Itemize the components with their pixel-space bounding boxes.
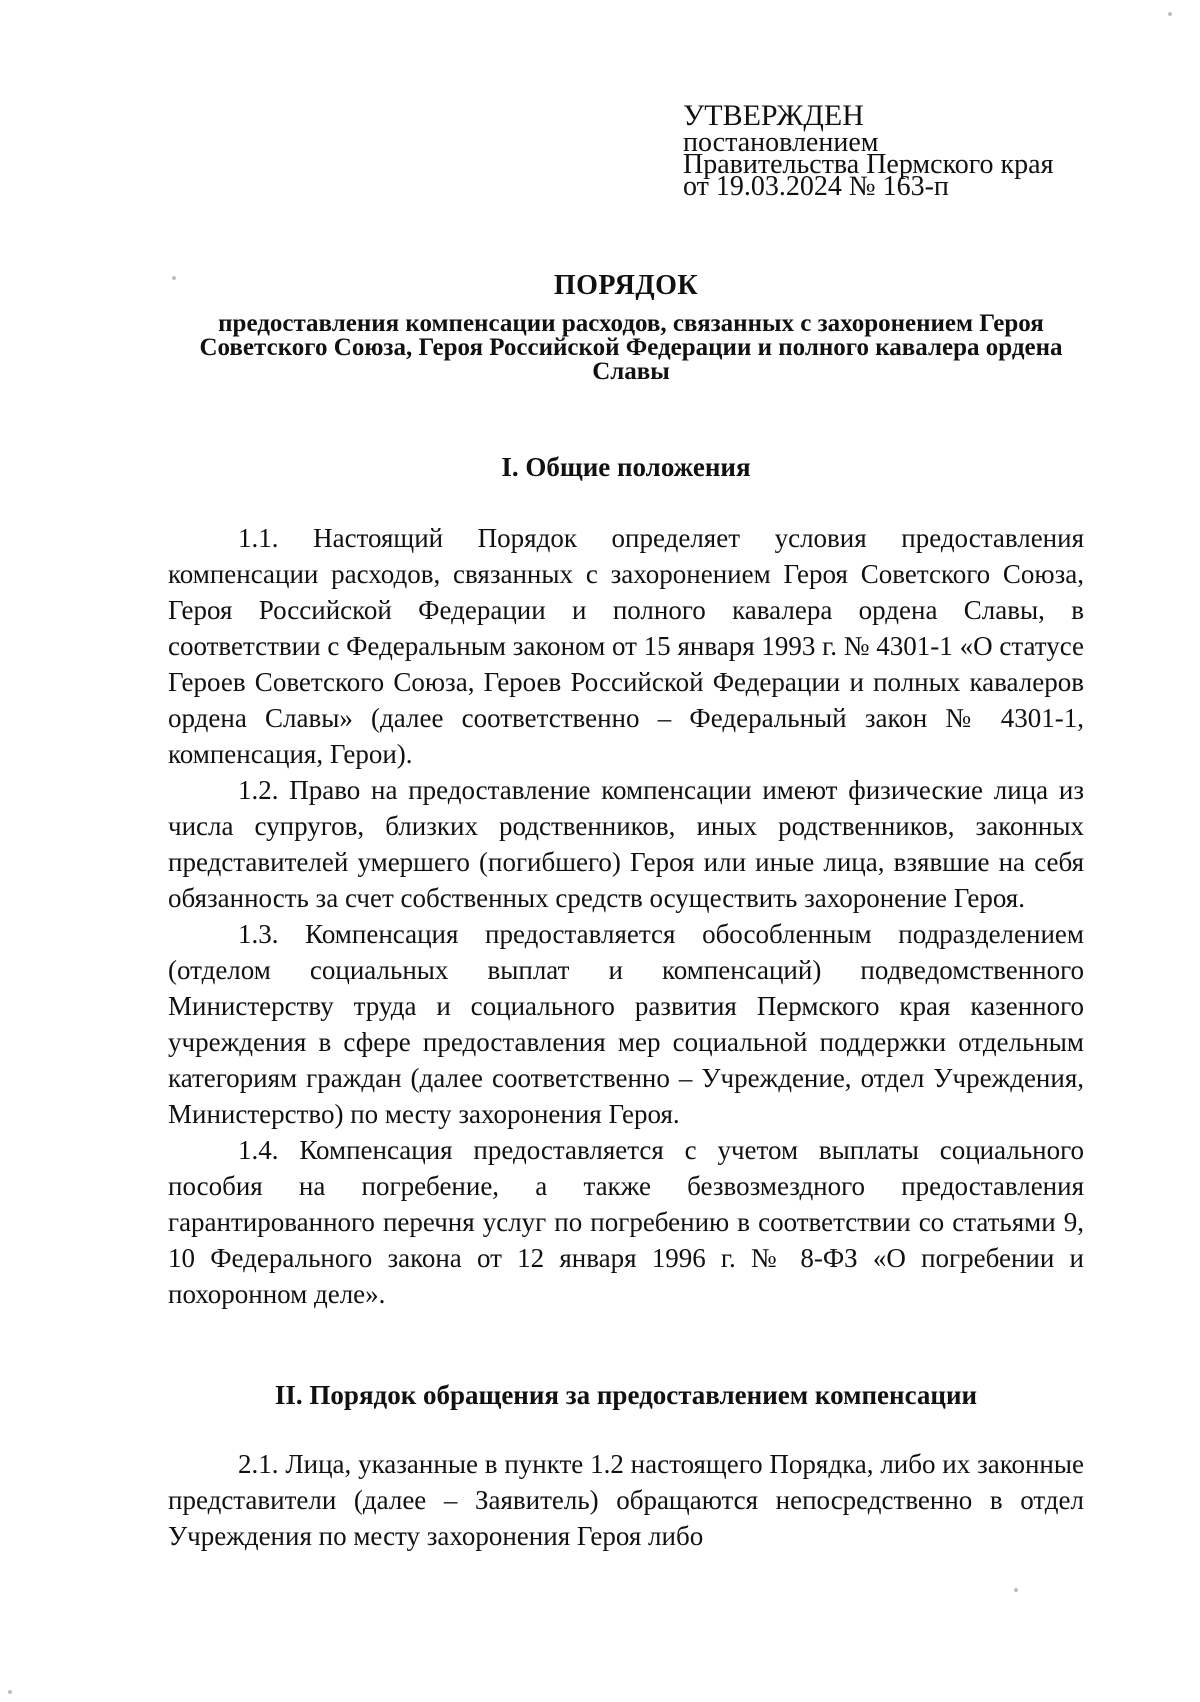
scan-speck xyxy=(8,1690,12,1694)
approval-line: постановлением xyxy=(683,127,879,158)
paragraph: 1.3. Компенсация предоставляется обособленным подразделением (отделом социальных выплат и компенсаций) подведомственного Министерству труда и социального развития Пермского края казенного учреждения в сфере предоставления мер социальной поддержки отдельным категориям граждан (далее соответственно – Учреждение, отдел Учреждения, Министерство) по месту захоронения Героя. xyxy=(168,919,1084,1129)
approval-line: от 19.03.2024 № 163-п xyxy=(683,171,949,202)
paragraph: 1.1. Настоящий Порядок определяет условия предоставления компенсации расходов, связанных с захоронением Героя Советского Союза, Героя Российской Федерации и полного кавалера ордена Славы, в соответствии с Федеральным законом от 15 января 1993 г. № 4301-1 «О статусе Героев Советского Союза, Героев Российской Федерации и полных кавалеров ордена Славы» (далее соответственно – Федеральный закон № 4301-1, компенсация, Герои). xyxy=(168,523,1084,769)
section-body xyxy=(168,520,1084,1312)
approval-title: УТВЕРЖДЕН xyxy=(683,99,864,132)
document-subtitle: предоставления компенсации расходов, связанных с захоронением Героя Советского Союза, Героя Российской Федерации и полного кавалера ордена Славы xyxy=(199,310,1063,385)
document-title: ПОРЯДОК xyxy=(553,270,699,301)
section-heading: I. Общие положения xyxy=(501,452,751,482)
approval-stamp xyxy=(683,99,1054,202)
approval-line: Правительства Пермского края xyxy=(683,149,1054,180)
scan-speck xyxy=(1014,1588,1018,1592)
paragraph: 2.1. Лица, указанные в пункте 1.2 настоящего Порядка, либо их законные представители (далее – Заявитель) обращаются непосредственно в отдел Учреждения по месту захоронения Героя либо xyxy=(168,1449,1084,1551)
paragraph: 1.2. Право на предоставление компенсации имеют физические лица из числа супругов, близких родственников, иных родственников, законных представителей умершего (погибшего) Героя или иные лица, взявшие на себя обязанность за счет собственных средств осуществить захоронение Героя. xyxy=(168,775,1084,913)
section-body xyxy=(168,1446,1084,1554)
scan-speck xyxy=(172,276,176,280)
section-heading: II. Порядок обращения за предоставлением компенсации xyxy=(274,1380,978,1410)
scan-speck xyxy=(1168,12,1172,16)
paragraph: 1.4. Компенсация предоставляется с учетом выплаты социального пособия на погребение, а также безвозмездного предоставления гарантированного перечня услуг по погребению в соответствии со статьями 9, 10 Федерального закона от 12 января 1996 г. № 8-ФЗ «О погребении и похоронном деле». xyxy=(168,1135,1084,1309)
